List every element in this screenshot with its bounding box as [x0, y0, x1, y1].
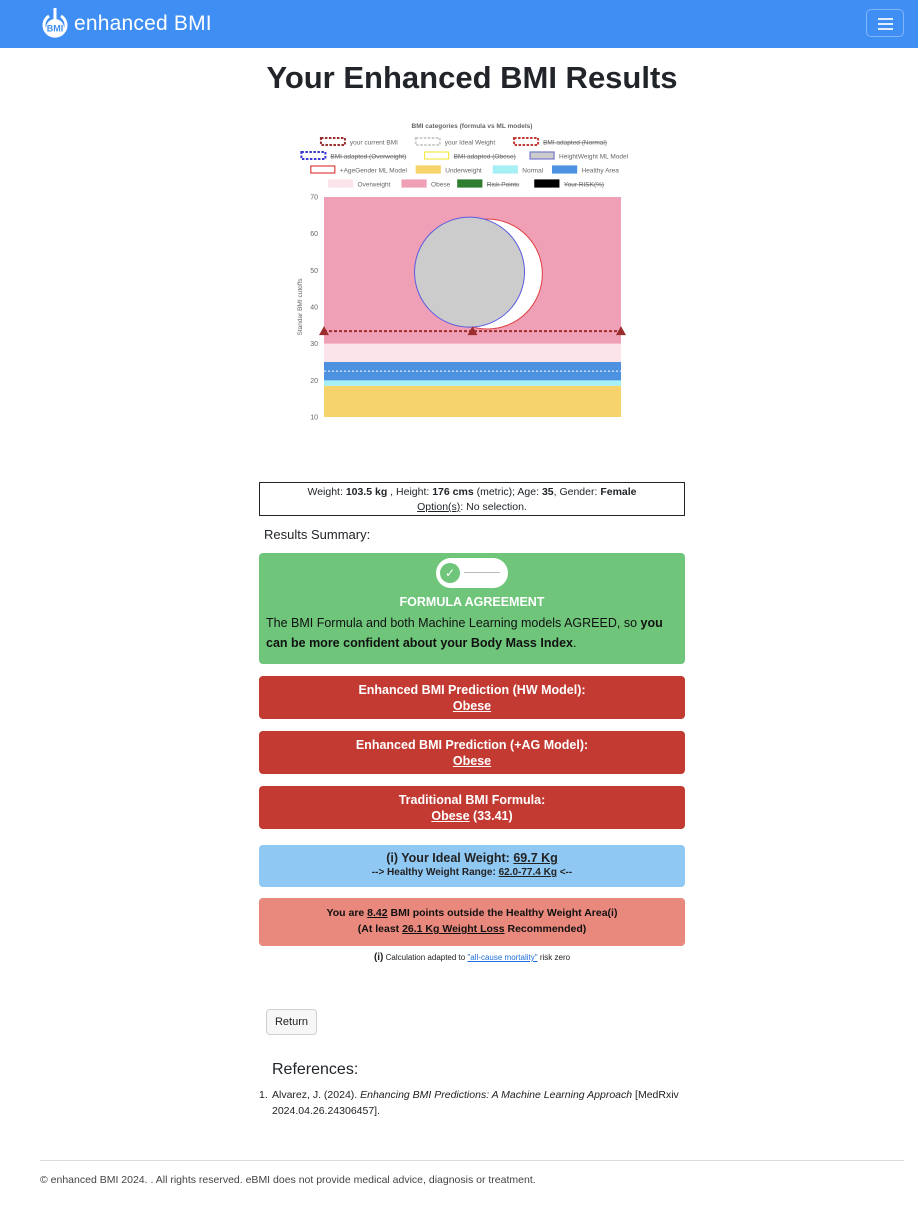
y-axis-label: Standar BMI cutoffs: [297, 278, 304, 336]
ideal-weight-value: 69.7 Kg: [513, 851, 558, 865]
options-label: Option(s): [417, 501, 461, 513]
bmi-value: (33.41): [469, 809, 513, 823]
page-title: Your Enhanced BMI Results: [266, 60, 678, 95]
gender-value: Female: [600, 486, 637, 498]
band-overweight: [324, 344, 621, 362]
footer-text: © enhanced BMI 2024. . All rights reserved. eBMI does not provide medical advice, diagnosis or treatment.: [40, 1174, 536, 1186]
legend-label: Obese: [431, 181, 451, 189]
band-underweight: [324, 386, 621, 417]
hw-model-bubble: [415, 217, 525, 327]
bmi-logo-icon: [40, 8, 70, 40]
return-button[interactable]: Return: [266, 1009, 317, 1035]
bmi-points-value: 8.42: [367, 907, 388, 919]
ideal-weight-label: (i) Your Ideal Weight:: [386, 851, 514, 865]
prediction-label: Enhanced BMI Prediction (+AG Model):: [355, 738, 589, 752]
weight-label: Weight:: [307, 486, 346, 498]
all-cause-mortality-link[interactable]: "all-cause mortality": [467, 953, 538, 962]
brand-name: enhanced BMI: [74, 12, 212, 35]
formula-agreement-card: [259, 553, 685, 664]
legend-swatch: [329, 180, 353, 187]
gender-label: , Gender:: [553, 486, 601, 498]
legend-swatch: [425, 152, 449, 159]
results-summary-label: Results Summary:: [264, 527, 371, 542]
ideal-weight-card: [259, 845, 685, 887]
info-icon: (i): [373, 952, 384, 963]
legend-swatch: [416, 166, 440, 173]
agreement-text: [266, 613, 680, 653]
legend-swatch: [301, 152, 325, 159]
legend-swatch: [553, 166, 577, 173]
prediction-label: Traditional BMI Formula:: [398, 793, 546, 807]
check-circle-icon: ✓: [440, 563, 460, 583]
menu-toggle-button[interactable]: [866, 9, 904, 37]
agreement-text-main: The BMI Formula and both Machine Learning models AGREED, so: [266, 616, 641, 630]
reference-source: [MedRxiv 2024.04.26.24306457].: [272, 1089, 679, 1117]
legend-label: Risk Points: [486, 181, 520, 189]
agreement-text-bold: you can be more confident about your Body Mass Index: [266, 616, 663, 650]
units-label: (metric); Age:: [473, 486, 542, 498]
options-value: : No selection.: [460, 501, 527, 513]
prediction-label: Enhanced BMI Prediction (HW Model):: [358, 683, 586, 697]
reference-author: Alvarez, J. (2024).: [272, 1089, 361, 1101]
y-tick-label: 40: [310, 304, 318, 312]
y-tick-label: 30: [310, 341, 318, 349]
references-title: References:: [272, 1061, 359, 1078]
y-tick-label: 60: [310, 231, 318, 239]
legend-label: BMI adapted (Obese): [453, 153, 516, 161]
legend-label: BMI adapted (Overweight): [330, 153, 407, 161]
height-label: , Height:: [387, 486, 433, 498]
brand-link[interactable]: [40, 8, 212, 40]
weight-loss-card: [259, 898, 685, 946]
reference-number: 1.: [259, 1089, 268, 1101]
legend-swatch: [416, 138, 440, 145]
legend-swatch: [493, 166, 517, 173]
height-value: 176 cms: [432, 486, 474, 498]
traditional-bmi-prediction: [259, 786, 685, 829]
bmi-chart: [290, 114, 650, 434]
legend-label: Normal: [522, 167, 544, 175]
healthy-range-label: --> Healthy Weight Range:: [371, 867, 499, 878]
outside-text-1: You are: [326, 907, 368, 919]
legend-label: Healthy Area: [581, 167, 619, 175]
agreement-text-end: .: [573, 636, 577, 650]
legend-label: Overweight: [357, 181, 391, 189]
agreement-title: FORMULA AGREEMENT: [399, 595, 545, 609]
calculation-note: [259, 952, 685, 963]
legend-label: BMI adapted (Normal): [543, 139, 608, 147]
hamburger-icon: [878, 18, 893, 20]
navbar: [0, 0, 918, 48]
toggle-track: [464, 572, 500, 573]
hamburger-icon-line: [878, 23, 893, 25]
y-tick-label: 20: [310, 377, 318, 385]
footer-divider: [40, 1160, 904, 1161]
legend-swatch: [530, 152, 554, 159]
legend-label: HeightWeight ML Model: [559, 153, 629, 161]
reference-title: Enhancing BMI Predictions: A Machine Learning Approach: [360, 1089, 633, 1101]
prediction-value: Obese: [452, 754, 492, 768]
calc-note-end: risk zero: [537, 953, 571, 962]
prediction-value: Obese: [452, 699, 492, 713]
age-value: 35: [541, 486, 554, 498]
chart-title: BMI categories (formula vs ML models): [411, 123, 533, 130]
legend-swatch: [514, 138, 538, 145]
legend-swatch: [402, 180, 426, 187]
legend-swatch: [311, 166, 335, 173]
logo-text: BMI: [46, 23, 64, 34]
weight-loss-value: 26.1 Kg Weight Loss: [402, 923, 505, 935]
outside-text-3: (At least: [357, 923, 403, 935]
y-tick-label: 50: [310, 267, 318, 275]
hw-model-prediction: [259, 676, 685, 719]
legend-label: your current BMI: [349, 139, 398, 147]
outside-text-2: BMI points outside the Healthy Weight Area(i): [387, 907, 618, 919]
ag-model-prediction: [259, 731, 685, 774]
healthy-range-value: 62.0-77.4 Kg: [498, 867, 557, 878]
healthy-range-suffix: <--: [556, 867, 573, 878]
legend-label: your Ideal Weight: [444, 139, 496, 147]
references-list: [259, 1087, 679, 1119]
hamburger-icon-line: [878, 28, 893, 30]
prediction-value: Obese: [431, 809, 470, 823]
y-tick-label: 10: [310, 414, 318, 422]
legend-label: Underweight: [445, 167, 482, 175]
legend-swatch: [458, 180, 482, 187]
legend-label: Your RISK(%): [563, 181, 605, 189]
legend-label: +AgeGender ML Model: [339, 167, 407, 175]
weight-value: 103.5 kg: [345, 486, 388, 498]
input-summary: [259, 482, 685, 516]
legend-swatch: [321, 138, 345, 145]
agreement-toggle: [436, 558, 508, 588]
y-tick-label: 70: [310, 194, 318, 202]
legend-swatch: [535, 180, 559, 187]
outside-text-4: Recommended): [504, 923, 587, 935]
calc-note-text: Calculation adapted to: [383, 953, 468, 962]
reference-item: [272, 1087, 679, 1119]
